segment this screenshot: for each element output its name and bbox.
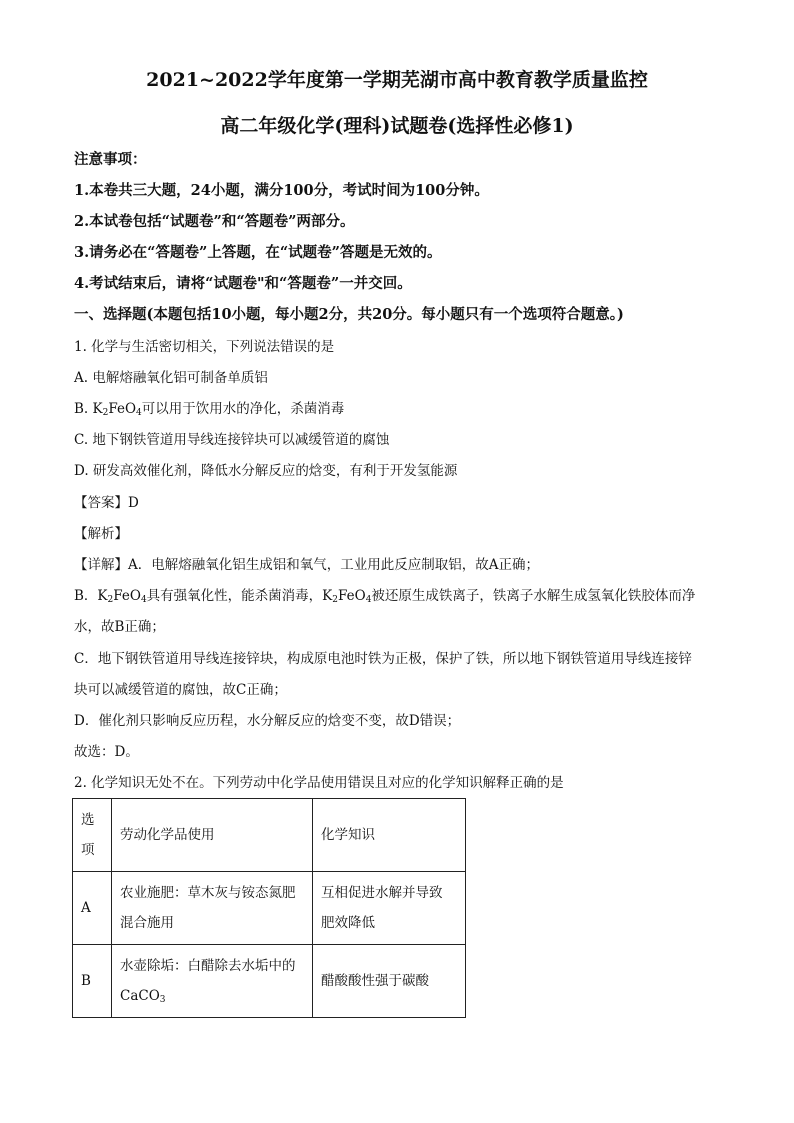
q1-detail-b-cont: 水，故B正确； <box>74 619 165 635</box>
row-knowledge-cell: 互相促进水解并导致 肥效降低 <box>313 872 466 945</box>
q1-detail-c: C．地下钢铁管道用导线连接锌块，构成原电池时铁为正极，保护了铁，所以地下钢铁管道用导线连接锌 <box>74 651 692 667</box>
q1-stem: 1. 化学与生活密切相关，下列说法错误的是 <box>74 339 335 355</box>
q1-option-b: B. $K_2FeO_4$可以用于饮用水的净化，杀菌消毒 <box>74 401 345 418</box>
exam-title-line2: 高二年级化学(理科)试题卷(选择性必修1) <box>220 115 574 137</box>
note-item-1: 1.本卷共三大题，24小题，满分100分，考试时间为100分钟。 <box>74 182 489 199</box>
header-usage-cell: 劳动化学品使用 <box>112 799 313 872</box>
q1-detail-d: D．催化剂只影响反应历程，水分解反应的焓变不变，故D错误； <box>74 713 461 729</box>
q1-detail-a: 【详解】A．电解熔融氧化铝生成铝和氧气，工业用此反应制取铝，故A正确； <box>74 557 539 573</box>
row-knowledge-cell: 醋酸酸性强于碳酸 <box>313 945 466 1018</box>
header-option-cell: 选 项 <box>73 799 112 872</box>
q1-answer: 【答案】D <box>74 495 139 511</box>
q2-stem: 2. 化学知识无处不在。下列劳动中化学品使用错误且对应的化学知识解释正确的是 <box>74 775 564 791</box>
note-item-4: 4.考试结束后，请将“试题卷"和“答题卷”一并交回。 <box>74 275 412 292</box>
row-label-cell: B <box>73 945 112 1018</box>
q1-detail-c-cont: 块可以减缓管道的腐蚀，故C正确； <box>74 682 287 698</box>
q1-conclusion: 故选：D。 <box>74 744 139 760</box>
table-row <box>73 872 466 945</box>
row-usage-cell: 水壶除垢：白醋除去水垢中的 CaCO$_3$ <box>112 945 313 1018</box>
section1-heading: 一、选择题(本题包括10小题，每小题2分，共20分。每小题只有一个选项符合题意。) <box>74 306 624 323</box>
table-header-row <box>73 799 466 872</box>
exam-title-line1: 2021~2022学年度第一学期芜湖市高中教育教学质量监控 <box>146 69 648 91</box>
q1-option-c: C. 地下钢铁管道用导线连接锌块可以减缓管道的腐蚀 <box>74 432 390 448</box>
header-knowledge-cell: 化学知识 <box>313 799 466 872</box>
q1-option-d: D. 研发高效催化剂，降低水分解反应的焓变，有利于开发氢能源 <box>74 463 458 479</box>
q2-table <box>72 798 466 1018</box>
row-usage-cell: 农业施肥：草木灰与铵态氮肥 混合施用 <box>112 872 313 945</box>
notes-heading: 注意事项： <box>74 151 147 168</box>
table-row <box>73 945 466 1018</box>
q1-detail-b: B．$K_2FeO_4$具有强氧化性，能杀菌消毒，$K_2FeO_4$被还原生成铁离子，铁离子水解生成氢氧化铁胶体而净 <box>74 588 696 605</box>
note-item-2: 2.本试卷包括“试题卷”和“答题卷”两部分。 <box>74 213 355 230</box>
q1-analysis-label: 【解析】 <box>74 526 128 542</box>
row-label-cell: A <box>73 872 112 945</box>
q1-option-a: A. 电解熔融氧化铝可制备单质铝 <box>74 370 268 386</box>
note-item-3: 3.请务必在“答题卷”上答题，在“试题卷”答题是无效的。 <box>74 244 442 261</box>
